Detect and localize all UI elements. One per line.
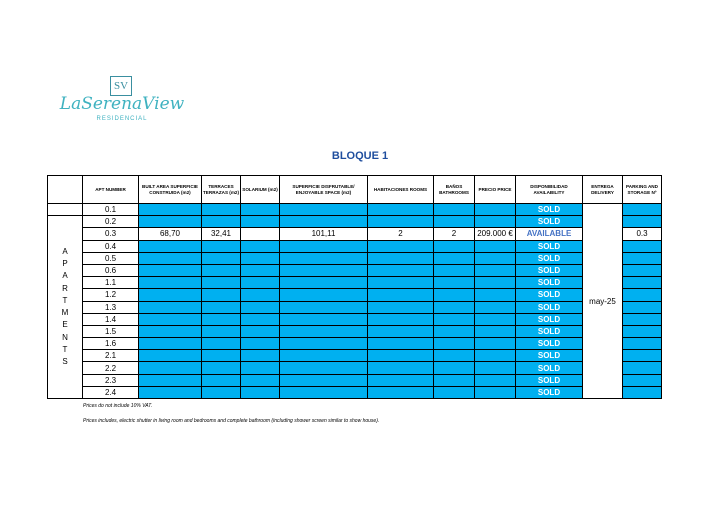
table-row (48, 228, 662, 240)
apt-number-cell: 1.5 (83, 325, 139, 337)
status-badge: AVAILABLE (516, 228, 583, 240)
status-badge: SOLD (516, 252, 583, 264)
price-cell (475, 325, 516, 337)
built-area-cell (139, 289, 202, 301)
bathrooms-cell (434, 301, 475, 313)
header-availability: DISPONIBILIDAD AVAILABILITY (516, 176, 583, 204)
bathrooms-cell (434, 374, 475, 386)
terrace-cell (202, 216, 241, 228)
parking-cell (623, 264, 662, 276)
bathrooms-cell (434, 277, 475, 289)
apt-number-cell: 0.1 (83, 204, 139, 216)
solarium-cell (241, 374, 280, 386)
table-row (48, 216, 662, 228)
parking-cell (623, 350, 662, 362)
price-cell (475, 204, 516, 216)
terrace-cell (202, 289, 241, 301)
enjoyable-space-cell (280, 216, 368, 228)
solarium-cell (241, 277, 280, 289)
apt-number-cell: 2.3 (83, 374, 139, 386)
bathrooms-cell (434, 350, 475, 362)
bathrooms-cell (434, 386, 475, 398)
rooms-cell (368, 204, 434, 216)
apt-number-cell: 1.3 (83, 301, 139, 313)
terrace-cell (202, 386, 241, 398)
bathrooms-cell (434, 240, 475, 252)
price-cell (475, 350, 516, 362)
terrace-cell (202, 325, 241, 337)
apt-number-cell: 1.6 (83, 338, 139, 350)
apt-number-cell: 1.4 (83, 313, 139, 325)
solarium-cell (241, 216, 280, 228)
apartments-side-label: A P A R T M E N T S (48, 216, 83, 399)
enjoyable-space-cell (280, 204, 368, 216)
bathrooms-cell: 2 (434, 228, 475, 240)
rooms-cell (368, 240, 434, 252)
parking-cell (623, 374, 662, 386)
includes-note: Prices includes, electric shutter in living room and bedrooms and complete bathroom (including shower screen similar to show house). (83, 418, 380, 424)
price-cell: 209.000 € (475, 228, 516, 240)
status-badge: SOLD (516, 264, 583, 276)
logo-name: LaSerenaView (59, 94, 185, 114)
terrace-cell (202, 350, 241, 362)
header-solarium: SOLARIUM (m2) (241, 176, 280, 204)
brand-logo (52, 72, 192, 128)
terrace-cell (202, 277, 241, 289)
terrace-cell: 32,41 (202, 228, 241, 240)
rooms-cell: 2 (368, 228, 434, 240)
parking-cell: 0.3 (623, 228, 662, 240)
status-badge: SOLD (516, 240, 583, 252)
table-row (48, 325, 662, 337)
status-badge: SOLD (516, 374, 583, 386)
terrace-cell (202, 240, 241, 252)
page-title: BLOQUE 1 (331, 150, 389, 162)
solarium-cell (241, 325, 280, 337)
enjoyable-space-cell (280, 289, 368, 301)
enjoyable-space-cell (280, 374, 368, 386)
enjoyable-space-cell (280, 350, 368, 362)
status-badge: SOLD (516, 289, 583, 301)
bathrooms-cell (434, 252, 475, 264)
status-badge: SOLD (516, 325, 583, 337)
solarium-cell (241, 301, 280, 313)
solarium-cell (241, 289, 280, 301)
solarium-cell (241, 252, 280, 264)
table-row (48, 264, 662, 276)
terrace-cell (202, 338, 241, 350)
status-badge: SOLD (516, 277, 583, 289)
solarium-cell (241, 338, 280, 350)
built-area-cell (139, 386, 202, 398)
bathrooms-cell (434, 338, 475, 350)
status-badge: SOLD (516, 362, 583, 374)
solarium-cell (241, 264, 280, 276)
rooms-cell (368, 325, 434, 337)
solarium-cell (241, 228, 280, 240)
logo-monogram: SV (110, 76, 132, 96)
built-area-cell (139, 301, 202, 313)
bathrooms-cell (434, 264, 475, 276)
price-cell (475, 264, 516, 276)
solarium-cell (241, 240, 280, 252)
status-badge: SOLD (516, 301, 583, 313)
built-area-cell (139, 216, 202, 228)
status-badge: SOLD (516, 386, 583, 398)
apt-number-cell: 1.2 (83, 289, 139, 301)
rooms-cell (368, 374, 434, 386)
rooms-cell (368, 386, 434, 398)
price-cell (475, 240, 516, 252)
table-row (48, 301, 662, 313)
bathrooms-cell (434, 313, 475, 325)
header-built-area: BUILT AREA SUPERFICIE CONSTRUIDA (m2) (139, 176, 202, 204)
table-header-row (48, 176, 662, 204)
parking-cell (623, 289, 662, 301)
rooms-cell (368, 362, 434, 374)
price-cell (475, 386, 516, 398)
solarium-cell (241, 350, 280, 362)
bathrooms-cell (434, 325, 475, 337)
built-area-cell (139, 338, 202, 350)
delivery-cell: may-25 (583, 204, 623, 399)
apt-number-cell: 2.2 (83, 362, 139, 374)
apt-number-cell: 0.2 (83, 216, 139, 228)
apt-number-cell: 0.5 (83, 252, 139, 264)
rooms-cell (368, 277, 434, 289)
rooms-cell (368, 264, 434, 276)
header-enjoyable-space: SUPERFICIE DISFRUTABLE/ ENJOYABLE SPACE (m2) (280, 176, 368, 204)
apt-number-cell: 2.1 (83, 350, 139, 362)
price-cell (475, 338, 516, 350)
parking-cell (623, 313, 662, 325)
terrace-cell (202, 252, 241, 264)
table-row (48, 350, 662, 362)
built-area-cell (139, 325, 202, 337)
rooms-cell (368, 350, 434, 362)
apartments-table (47, 175, 662, 399)
bathrooms-cell (434, 204, 475, 216)
header-bathrooms: BAÑOS BATHROOMS (434, 176, 475, 204)
price-cell (475, 301, 516, 313)
parking-cell (623, 240, 662, 252)
table-body (48, 204, 662, 399)
parking-cell (623, 386, 662, 398)
built-area-cell (139, 240, 202, 252)
enjoyable-space-cell (280, 338, 368, 350)
enjoyable-space-cell (280, 301, 368, 313)
rooms-cell (368, 289, 434, 301)
apt-number-cell: 2.4 (83, 386, 139, 398)
bathrooms-cell (434, 216, 475, 228)
built-area-cell (139, 350, 202, 362)
enjoyable-space-cell (280, 362, 368, 374)
rooms-cell (368, 338, 434, 350)
terrace-cell (202, 301, 241, 313)
logo-subtitle: RESIDENCIAL (96, 116, 148, 122)
enjoyable-space-cell (280, 386, 368, 398)
solarium-cell (241, 362, 280, 374)
price-cell (475, 289, 516, 301)
apt-number-cell: 0.4 (83, 240, 139, 252)
header-delivery: ENTREGA DELIVERY (583, 176, 623, 204)
built-area-cell (139, 204, 202, 216)
table-row (48, 277, 662, 289)
solarium-cell (241, 313, 280, 325)
table-row (48, 362, 662, 374)
parking-cell (623, 204, 662, 216)
parking-cell (623, 277, 662, 289)
built-area-cell (139, 374, 202, 386)
rooms-cell (368, 216, 434, 228)
header-side (48, 176, 83, 204)
built-area-cell (139, 277, 202, 289)
parking-cell (623, 301, 662, 313)
parking-cell (623, 216, 662, 228)
parking-cell (623, 338, 662, 350)
table-row (48, 313, 662, 325)
enjoyable-space-cell (280, 325, 368, 337)
table-row (48, 204, 662, 216)
table-row (48, 386, 662, 398)
terrace-cell (202, 362, 241, 374)
table-row (48, 338, 662, 350)
terrace-cell (202, 264, 241, 276)
header-apt-number: APT NUMBER (83, 176, 139, 204)
enjoyable-space-cell (280, 313, 368, 325)
status-badge: SOLD (516, 204, 583, 216)
header-parking: PARKING AND STORAGE Nº (623, 176, 662, 204)
header-rooms: HABITACIONES ROOMS (368, 176, 434, 204)
enjoyable-space-cell (280, 264, 368, 276)
parking-cell (623, 362, 662, 374)
status-badge: SOLD (516, 313, 583, 325)
bathrooms-cell (434, 362, 475, 374)
enjoyable-space-cell (280, 252, 368, 264)
apt-number-cell: 1.1 (83, 277, 139, 289)
parking-cell (623, 252, 662, 264)
status-badge: SOLD (516, 350, 583, 362)
table-row (48, 289, 662, 301)
terrace-cell (202, 374, 241, 386)
terrace-cell (202, 313, 241, 325)
enjoyable-space-cell (280, 277, 368, 289)
enjoyable-space-cell (280, 240, 368, 252)
table-row (48, 374, 662, 386)
vat-note: Prices do not include 10% VAT. (83, 403, 153, 409)
table-row (48, 240, 662, 252)
rooms-cell (368, 252, 434, 264)
built-area-cell (139, 362, 202, 374)
built-area-cell (139, 264, 202, 276)
status-badge: SOLD (516, 338, 583, 350)
price-cell (475, 313, 516, 325)
bathrooms-cell (434, 289, 475, 301)
apt-number-cell: 0.3 (83, 228, 139, 240)
built-area-cell (139, 252, 202, 264)
price-cell (475, 216, 516, 228)
header-price: PRECIO PRICE (475, 176, 516, 204)
rooms-cell (368, 313, 434, 325)
apt-number-cell: 0.6 (83, 264, 139, 276)
price-cell (475, 277, 516, 289)
price-cell (475, 252, 516, 264)
solarium-cell (241, 204, 280, 216)
parking-cell (623, 325, 662, 337)
side-spacer (48, 204, 83, 216)
price-cell (475, 374, 516, 386)
built-area-cell (139, 313, 202, 325)
terrace-cell (202, 204, 241, 216)
solarium-cell (241, 386, 280, 398)
price-cell (475, 362, 516, 374)
header-terraces: TERRACES TERRAZAS (m2) (202, 176, 241, 204)
table-row (48, 252, 662, 264)
status-badge: SOLD (516, 216, 583, 228)
rooms-cell (368, 301, 434, 313)
enjoyable-space-cell: 101,11 (280, 228, 368, 240)
built-area-cell: 68,70 (139, 228, 202, 240)
